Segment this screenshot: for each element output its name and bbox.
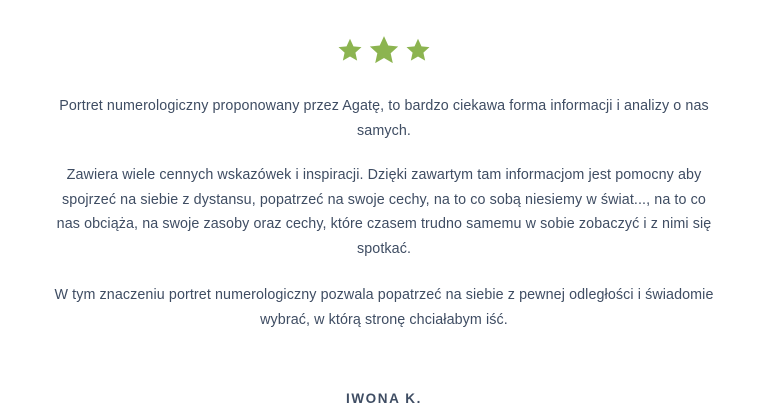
testimonial-author: IWONA K. [345, 390, 423, 406]
testimonial-paragraph: W tym znaczeniu portret numerologiczny pozwala popatrzeć na siebie z pewnej odległości i świadomie wybrać, w którą stronę chciałabym iść. [54, 287, 714, 329]
star-icon [405, 37, 431, 63]
testimonial-paragraph: Portret numerologiczny proponowany przez Agatę, to bardzo ciekawa forma informacji i analizy o nas samych. [59, 98, 709, 139]
star-icon [337, 37, 363, 63]
star-icon [368, 34, 400, 66]
star-rating [337, 34, 431, 66]
testimonial-text [54, 94, 714, 333]
testimonial-paragraph: Zawiera wiele cennych wskazówek i inspiracji. Dzięki zawartym tam informacjom jest pomocny aby spojrzeć na siebie z dystansu, popatrzeć na swoje cechy, na to co sobą niesiemy w świat..., na to co nas obciąża, na swoje zasoby oraz cechy, które czasem trudno samemu w sobie zobaczyć i z nimi się spotkać. [56, 167, 712, 257]
